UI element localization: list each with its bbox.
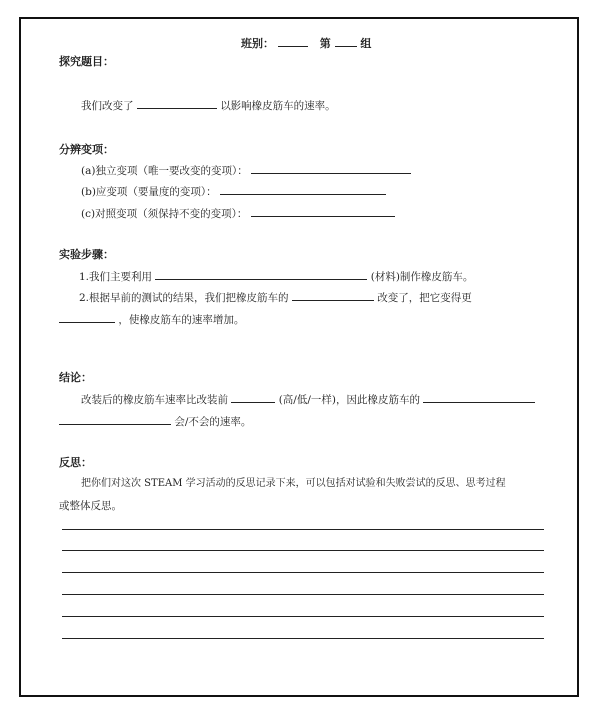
conclusion-line-2 [59,413,251,429]
conclusion-line-1-middle: (高/低/一样)，因此橡皮筋车的 [278,394,420,406]
topic-line-suffix: 以影响橡皮筋车的速率。 [220,100,336,112]
conclusion-blank-b[interactable] [423,391,535,403]
step-2-continuation [59,311,244,327]
independent-variable-label: (a)独立变项（唯一要改变的变项）： [81,165,248,177]
reflection-instruction-2: 或整体反思。 [59,500,122,512]
step-1-blank[interactable] [155,268,367,280]
reflection-answer-line[interactable] [62,550,544,551]
group-suffix: 组 [360,37,372,50]
step-1-prefix: 1.我们主要利用 [79,271,153,283]
step-1-suffix: (材料)制作橡皮筋车。 [370,271,474,283]
step-1-line [79,268,473,284]
step-2-line [79,289,472,305]
reflection-answer-line[interactable] [62,616,544,617]
reflection-answer-line[interactable] [62,594,544,595]
reflection-heading: 反思： [59,456,92,469]
topic-line-prefix: 我们改变了 [81,100,134,112]
topic-line [81,97,336,113]
steps-heading: 实验步骤： [59,248,114,261]
controlled-variable-line [81,205,395,221]
conclusion-blank-c[interactable] [59,413,171,425]
conclusion-heading: 结论： [59,371,92,384]
reflection-answer-line[interactable] [62,638,544,639]
dependent-variable-blank[interactable] [220,183,386,195]
group-prefix: 第 [319,37,331,50]
step-2-blank-a[interactable] [292,289,374,301]
conclusion-line-1 [81,391,535,407]
controlled-variable-label: (c)对照变项（须保持不变的变项）： [81,208,248,220]
reflection-answer-line[interactable] [62,529,544,530]
class-blank[interactable] [278,35,308,47]
step-2-cont: ，使橡皮筋车的速率增加。 [118,314,245,326]
topic-heading: 探究题目： [59,55,114,68]
conclusion-line-2-suffix: 会/不会的速率。 [174,416,252,428]
step-2-suffix: 改变了，把它变得更 [377,292,472,304]
step-2-blank-b[interactable] [59,311,115,323]
topic-blank[interactable] [137,97,217,109]
reflection-answer-line[interactable] [62,572,544,573]
dependent-variable-line [81,183,386,199]
group-blank[interactable] [335,35,357,47]
reflection-instruction-1: 把你们对这次 STEAM 学习活动的反思记录下来，可以包括对试验和失败尝试的反思、思考过程 [81,478,506,489]
dependent-variable-label: (b)应变项（要量度的变项）： [81,186,217,198]
conclusion-line-1-prefix: 改装后的橡皮筋车速率比改装前 [81,394,228,406]
variables-heading: 分辨变项： [59,143,114,156]
class-group-header [241,35,371,51]
independent-variable-blank[interactable] [251,162,411,174]
conclusion-blank-a[interactable] [231,391,275,403]
step-2-prefix: 2.根据早前的测试的结果，我们把橡皮筋车的 [79,292,289,304]
class-label: 班别： [241,37,274,50]
controlled-variable-blank[interactable] [251,205,395,217]
independent-variable-line [81,162,411,178]
worksheet [19,17,579,697]
